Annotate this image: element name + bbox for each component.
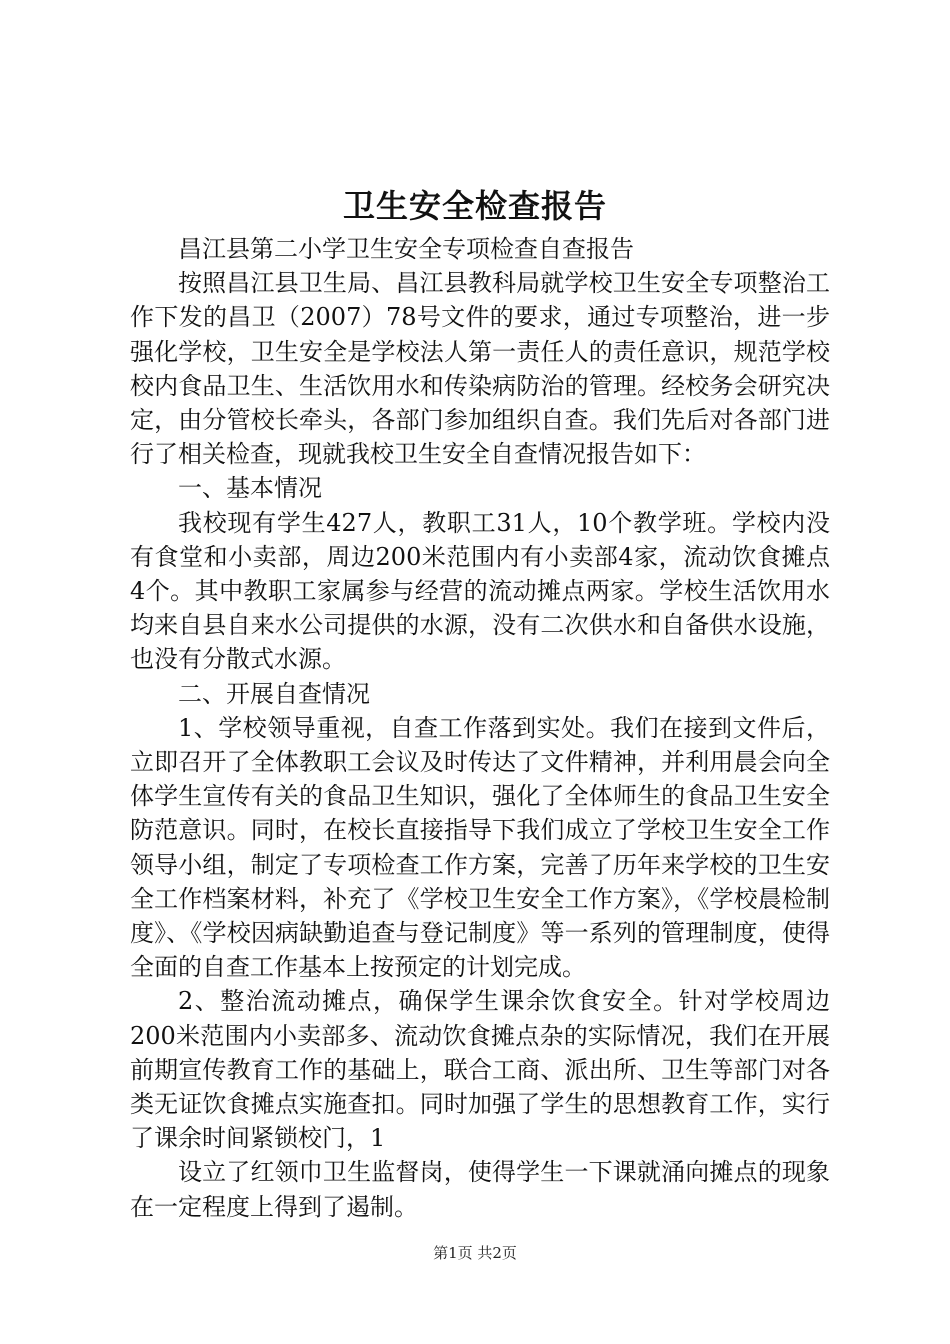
paragraph-item-2: 2、整治流动摊点，确保学生课余饮食安全。针对学校周边200米范围内小卖部多、流动饮食摊点杂的实际情况，我们在开展前期宣传教育工作的基础上，联合工商、派出所、卫生等部门对各类无证饮食摊点实施查扣。同时加强了学生的思想教育工作，实行了课余时间紧锁校门，1: [130, 987, 830, 1153]
paragraph-item-1: 1、学校领导重视，自查工作落到实处。我们在接到文件后，立即召开了全体教职工会议及时传达了文件精神，并利用晨会向全体学生宣传有关的食品卫生知识，强化了全体师生的食品卫生安全防范意识。同时，在校长直接指导下我们成立了学校卫生安全工作领导小组，制定了专项检查工作方案，完善了历年来学校的卫生安全工作档案材料，补充了《学校卫生安全工作方案》，《学校晨检制度》、《学校因病缺勤追查与登记制度》等一系列的管理制度，使得全面的自查工作基本上按预定的计划完成。: [130, 713, 830, 982]
page-footer: 第1页 共2页: [433, 1244, 517, 1262]
document-body: [130, 232, 830, 1224]
section-heading-selfcheck: 二、开展自查情况: [178, 679, 370, 708]
paragraph-subtitle: 昌江县第二小学卫生安全专项检查自查报告: [178, 235, 634, 263]
paragraph-intro: 按照昌江县卫生局、昌江县教科局就学校卫生安全专项整治工作下发的昌卫（2007）78号文件的要求，通过专项整治，进一步强化学校，卫生安全是学校法人第一责任人的责任意识，规范学校校内食品卫生、生活饮用水和传染病防治的管理。经校务会研究决定，由分管校长牵头，各部门参加组织自查。我们先后对各部门进行了相关检查，现就我校卫生安全自查情况报告如下：: [130, 269, 830, 469]
page-title: 卫生安全检查报告: [342, 187, 607, 225]
paragraph-continuation: 设立了红领巾卫生监督岗，使得学生一下课就涌向摊点的现象在一定程度上得到了遏制。: [130, 1158, 830, 1221]
paragraph-basic: 我校现有学生427人，教职工31人，10个教学班。学校内没有食堂和小卖部，周边200米范围内有小卖部4家，流动饮食摊点4个。其中教职工家属参与经营的流动摊点两家。学校生活饮用水均来自县自来水公司提供的水源，没有二次供水和自备供水设施，也没有分散式水源。: [130, 508, 830, 674]
section-heading-basic: 一、基本情况: [178, 474, 322, 503]
